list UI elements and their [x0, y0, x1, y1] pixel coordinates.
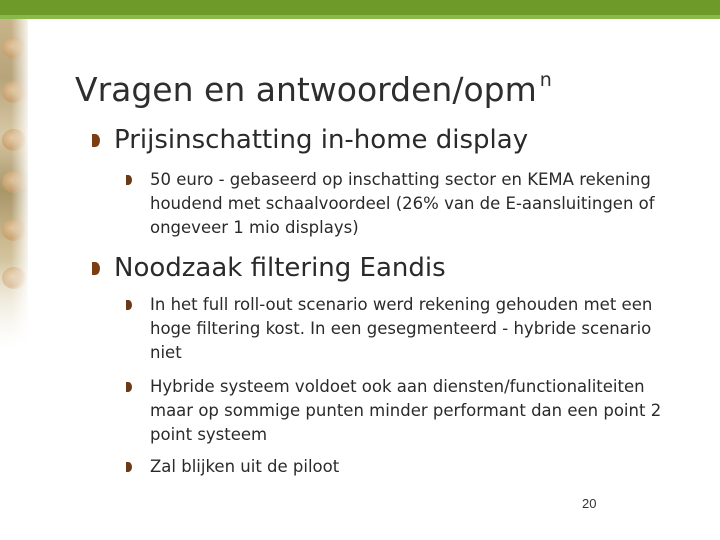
bullet-icon	[126, 462, 132, 472]
top-accent-bar	[0, 0, 720, 19]
page-number: 20	[582, 496, 597, 511]
photo-fade-bottom-overlay	[0, 260, 28, 349]
bullet-item: In het full roll-out scenario werd rekening gehouden met een hoge filtering kost. In een gesegmenteerd - hybride scenario niet	[150, 295, 653, 362]
slide-title-superscript: n	[539, 69, 552, 91]
bullet-icon	[126, 175, 132, 185]
bullet-item: Hybride systeem voldoet ook aan diensten/functionaliteiten maar op sommige punten minder performant dan een point 2 point systeem	[150, 377, 662, 444]
bullet-icon	[126, 382, 132, 392]
bullet-item: 50 euro - gebaseerd op inschatting sector en KEMA rekening houdend met schaalvoordeel (26% van de E-aansluitingen of ongeveer 1 mio displays)	[150, 170, 655, 237]
bullet-icon	[92, 262, 100, 275]
bullet-item: Zal blijken uit de piloot	[150, 457, 340, 476]
bullet-icon	[126, 300, 132, 310]
section-heading: Noodzaak filtering Eandis	[114, 253, 446, 283]
slide-title-text: Vragen en antwoorden/opm	[75, 70, 537, 109]
slide-title	[75, 60, 552, 110]
bullet-icon	[92, 134, 100, 147]
section-heading: Prijsinschatting in-home display	[114, 125, 529, 155]
